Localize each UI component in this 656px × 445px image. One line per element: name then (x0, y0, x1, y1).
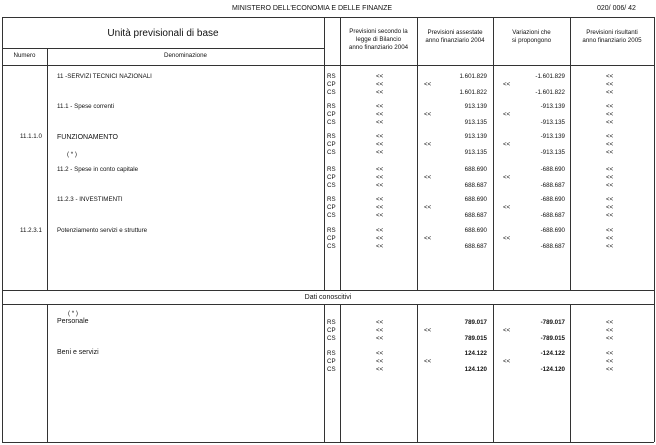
prev-2004-heading-line1: Previsioni secondo la (349, 28, 408, 35)
prev-2004-heading-line2: legge di Bilancio (355, 36, 402, 43)
risultanti-value: << (606, 141, 614, 148)
assestate-value: 688.690 (464, 196, 487, 203)
variazioni-value: -1.601.829 (535, 73, 565, 80)
row-code: RS (327, 196, 336, 203)
assestate-value: 913.139 (464, 103, 487, 110)
risultanti-value: << (606, 243, 614, 250)
prev-2004-value: << (376, 335, 384, 342)
assestate-value: << (424, 204, 432, 211)
risultanti-value: << (606, 319, 614, 326)
assestate-value: << (424, 235, 432, 242)
row-code: CP (327, 81, 336, 88)
variazioni-value: << (503, 81, 511, 88)
assestate-value: 688.687 (464, 243, 487, 250)
variazioni-value: -688.690 (540, 166, 565, 173)
prev-2004-value: << (376, 89, 384, 96)
assestate-value: << (424, 174, 432, 181)
variazioni-value: -688.690 (540, 196, 565, 203)
assestate-value: << (424, 81, 432, 88)
risultanti-value: << (606, 335, 614, 342)
variazioni-value: -789.017 (540, 319, 565, 326)
denominazione-heading: Denominazione (164, 52, 207, 59)
prev-2004-value: << (376, 111, 384, 118)
variazioni-value: -913.139 (540, 103, 565, 110)
numero-heading: Numero (13, 52, 36, 59)
prev-2004-value: << (376, 327, 384, 334)
variazioni-value: -1.601.822 (535, 89, 565, 96)
risultanti-value: << (606, 212, 614, 219)
prev-2004-value: << (376, 350, 384, 357)
row-code: CP (327, 235, 336, 242)
assestate-value: 913.139 (464, 133, 487, 140)
risultanti-value: << (606, 166, 614, 173)
prev-2004-value: << (376, 81, 384, 88)
row-code: CS (327, 182, 336, 189)
page-reference: 020/ 006/ 42 (597, 5, 636, 12)
prev-2004-value: << (376, 119, 384, 126)
row-code: CP (327, 111, 336, 118)
prev-2004-heading-line3: anno finanziario 2004 (348, 44, 409, 51)
prev-2004-value: << (376, 366, 384, 373)
upb-heading: Unità previsionali di base (107, 28, 219, 39)
assestate-value: 913.135 (464, 149, 487, 156)
prev-2004-value: << (376, 227, 384, 234)
risultanti-value: << (606, 227, 614, 234)
prev-2004-value: << (376, 243, 384, 250)
variazioni-heading-line1: Variazioni che (512, 29, 551, 36)
dati-note-marker: ( * ) (68, 310, 78, 317)
prev-2004-value: << (376, 182, 384, 189)
variazioni-value: -789.015 (540, 335, 565, 342)
risultanti-value: << (606, 327, 614, 334)
row-code: CS (327, 149, 336, 156)
upb-denomination: 11 -SERVIZI TECNICI NAZIONALI (57, 73, 152, 80)
row-code: CS (327, 243, 336, 250)
row-code: CS (327, 366, 336, 373)
assestate-value: 913.135 (464, 119, 487, 126)
upb-number: 11.2.3.1 (20, 227, 42, 234)
assestate-value: 688.690 (464, 166, 487, 173)
variazioni-value: -688.687 (540, 243, 565, 250)
risultanti-value: << (606, 358, 614, 365)
variazioni-value: -124.120 (540, 366, 565, 373)
prev-2004-value: << (376, 212, 384, 219)
variazioni-value: -688.687 (540, 182, 565, 189)
prev-2004-value: << (376, 358, 384, 365)
row-code: CS (327, 212, 336, 219)
dati-conoscitivi-title: Dati conoscitivi (304, 294, 352, 301)
upb-denomination: FUNZIONAMENTO (57, 134, 118, 141)
row-code: CS (327, 119, 336, 126)
assestate-value: 789.015 (464, 335, 487, 342)
prev-2004-value: << (376, 204, 384, 211)
row-code: RS (327, 103, 336, 110)
assestate-value: << (424, 111, 432, 118)
variazioni-value: << (503, 204, 511, 211)
upb-denomination: 11.1 - Spese correnti (57, 103, 114, 110)
variazioni-value: << (503, 141, 511, 148)
assestate-value: << (424, 327, 432, 334)
variazioni-value: << (503, 111, 511, 118)
row-code: RS (327, 133, 336, 140)
prev-2004-value: << (376, 166, 384, 173)
row-code: CP (327, 358, 336, 365)
assestate-value: 688.690 (464, 227, 487, 234)
row-code: CS (327, 335, 336, 342)
risultanti-value: << (606, 182, 614, 189)
risultanti-value: << (606, 133, 614, 140)
risultanti-value: << (606, 366, 614, 373)
variazioni-value: << (503, 358, 511, 365)
prev-2004-value: << (376, 319, 384, 326)
upb-note-marker: ( * ) (67, 151, 77, 158)
variazioni-value: -913.135 (540, 149, 565, 156)
row-code: CP (327, 174, 336, 181)
prev-2004-value: << (376, 196, 384, 203)
risultanti-value: << (606, 204, 614, 211)
assestate-value: 124.120 (464, 366, 487, 373)
risultanti-value: << (606, 73, 614, 80)
risultanti-value: << (606, 174, 614, 181)
variazioni-value: -124.122 (540, 350, 565, 357)
variazioni-value: << (503, 235, 511, 242)
row-code: RS (327, 73, 336, 80)
upb-denomination: Potenziamento servizi e strutture (57, 227, 148, 234)
risultanti-value: << (606, 119, 614, 126)
row-code: CP (327, 141, 336, 148)
ministry-title: MINISTERO DELL'ECONOMIA E DELLE FINANZE (232, 5, 393, 12)
risultanti-value: << (606, 196, 614, 203)
risultanti-heading-line1: Previsioni risultanti (586, 29, 638, 36)
variazioni-value: -913.135 (540, 119, 565, 126)
upb-denomination: 11.2 - Spese in conto capitale (57, 166, 139, 173)
prev-2004-value: << (376, 141, 384, 148)
row-code: RS (327, 166, 336, 173)
risultanti-value: << (606, 235, 614, 242)
variazioni-value: -688.690 (540, 227, 565, 234)
risultanti-value: << (606, 89, 614, 96)
assestate-value: 1.601.829 (459, 73, 487, 80)
prev-2004-value: << (376, 103, 384, 110)
assestate-value: 688.687 (464, 212, 487, 219)
risultanti-value: << (606, 149, 614, 156)
variazioni-value: -688.687 (540, 212, 565, 219)
prev-2004-value: << (376, 174, 384, 181)
row-code: RS (327, 319, 336, 326)
row-code: CP (327, 327, 336, 334)
risultanti-value: << (606, 103, 614, 110)
risultanti-value: << (606, 111, 614, 118)
upb-number: 11.1.1.0 (20, 133, 42, 140)
variazioni-value: << (503, 327, 511, 334)
prev-2004-value: << (376, 149, 384, 156)
row-code: RS (327, 227, 336, 234)
row-code: RS (327, 350, 336, 357)
assestate-heading-line2: anno finanziario 2004 (425, 37, 485, 44)
risultanti-value: << (606, 350, 614, 357)
prev-2004-value: << (376, 235, 384, 242)
row-code: CS (327, 89, 336, 96)
assestate-value: << (424, 141, 432, 148)
assestate-heading-line1: Previsioni assestate (427, 29, 483, 36)
assestate-value: 688.687 (464, 182, 487, 189)
upb-denomination: 11.2.3 - INVESTIMENTI (57, 196, 123, 203)
prev-2004-value: << (376, 133, 384, 140)
assestate-value: 1.601.822 (459, 89, 487, 96)
variazioni-value: << (503, 174, 511, 181)
variazioni-value: -913.139 (540, 133, 565, 140)
variazioni-heading-line2: si propongono (511, 37, 552, 44)
assestate-value: 124.122 (464, 350, 487, 357)
risultanti-value: << (606, 81, 614, 88)
dati-group-label: Personale (57, 318, 89, 325)
dati-group-label: Beni e servizi (57, 349, 99, 356)
assestate-value: 789.017 (464, 319, 487, 326)
assestate-value: << (424, 358, 432, 365)
risultanti-heading-line2: anno finanziario 2005 (582, 37, 642, 44)
row-code: CP (327, 204, 336, 211)
prev-2004-value: << (376, 73, 384, 80)
